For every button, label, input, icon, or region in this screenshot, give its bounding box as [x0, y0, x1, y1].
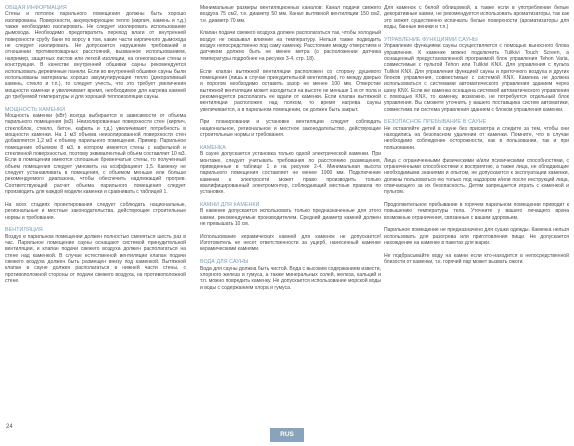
paragraph: Мощность каменки (кВт) всегда выбирается в зависимости от объема парильного помещения (м3). Неизолированные поверхности стен (кирпич, стеклоблок, стекло, бетон, кафель и т.д.) увеличивают потребность в мощности каменки. На 1 м3 объема неизолированной поверхности стен добавляется 1,2 м3 к объему парильного помещения. Пример. Парильное помещение объемом 8 м3, в котором имеются стены с кафельной и стеклянной поверхностью, поэтому эквивалентный объем составляет 10 м3. Если в помещении имеются сплошные бревенчатые стены, то полученный объем помещения следует умножить на коэффициент 1,5. Каменку не следует устанавливать в помещения, с объемом меньше или больше рекомендуемого диапазона, чтобы обеспечить надлежащий прогрев. Соответствующий расчет объема парильного помещения следует производить для каждой модели каменки и сравнивать с таблицей 1.	[5, 113, 186, 196]
heading-heater: КАМЕНКА	[200, 144, 226, 151]
paragraph: Для каменок с белой облицовкой, а также если в употреблении белые декоративные камни, не рекомендуется использовать ароматизаторы, так как это может существенно испачкать белые поверхности (ароматизаторы для воды, банные веники и т.п.)	[384, 5, 569, 31]
paragraph: В сауне допускается установка только одной электрической каменки. При монтаже, следует учитывать требования по расстоянию размещения, приведенные в таблице 1 и на рисунке 2-4. Минимальная высота парильного помещения составляет не менее 1900 мм. Подключение каменки к электросети может право производить только квалифицированный электромонтер, соблюдающий местные правила по установке.	[200, 151, 381, 196]
column-right	[384, 5, 569, 266]
paragraph: Управление функциями сауны осуществляется с помощью выносного блока управления. К каменке можно подключить Tulikivi Touch Screen, а оснащенный предустановленной программой блок управления Tehon Varia, совместимые с пультой Tehon или Tulikivi KNX. Для управления с пульта Tulikivi KNX. Для управления функцией сауны и приточного воздуха и других блоков управления, совместимые с системой KNX. Каменка не должна использоваться с системами автоматического управления зданием через шину KNX. Если же каменка оснащена системой автоматического управления с помощью KNX, то каменку, возможно, не потребуется отдельный блок управления. Вы сможете уточнить у вашего поставщика систем автоматики, совместима ли система управления зданием с блоком управления каменки.	[384, 43, 569, 113]
paragraph: Клапан подачи свежего воздуха должен располагаться так, чтобы холодный воздух не оказывал влияние на температуру. Нельзя также подводить воздух непосредственно под саму каменку. Расстояние между отверстием и датчиком должно быть не менее метра (о расположении датчика температуры подробнее на рисунке 3-4, стр. 18).	[200, 30, 381, 62]
paragraph: Не подбрасывайте воду на камни если кто-находится в непосредственной близости от каменки, т.к. горячий пар может вызвать ожоги.	[384, 252, 569, 266]
heading-general-info: ОБЩАЯ ИНФОРМАЦИЯ	[5, 5, 67, 11]
heading-heater-stones: КАМНИ ДЛЯ КАМЕНКИ	[200, 201, 260, 208]
paragraph: Воздух в парильном помещении должен полностью сменяться шесть раз в час. Парильное помещение сауны оснащают системой принудительной вентиляции, и клапан подачи свежего воздуха должен располагаться на стене над каменкой. В случае естественной вентиляции клапан подачи свежего воздуха должен быть размещен внизу под каменкой. Вытяжной клапан в сауне должен располагаться в нижней части стены, с противоположной стороны от подачи свежего воздуха, на противоположной стене.	[5, 233, 186, 285]
paragraph: Парильное помещение не предназначено для сушки одежды. Каменка нельзя использовать для разогрева или приготовления пищи. Не допускается нахождение на каменке в пакетах для жарки.	[384, 227, 569, 247]
page-number: 24	[6, 424, 13, 430]
paragraph: Продолжительное пребывание в горячем парильном помещении приводит к повышению температуры тела. Уточните у вашего лечащего врача возможные ограничения, связанные с вашим здоровьем.	[384, 201, 569, 221]
heading-safe-bathing: БЕЗОПАСНОЕ ПРЕБЫВАНИЕ В САУНЕ	[384, 119, 487, 126]
paragraph: Использование керамических камней для каменок не допускается! Изготовитель не несет ответственности за ущерб, нанесенный каменке керамическими камнями.	[200, 233, 381, 253]
heading-sauna-water: ВОДА ДЛЯ САУНЫ	[200, 259, 249, 266]
paragraph: В каменке допускается использовать только предназначенные для этого камни, рекомендуемые производителем. Средний диаметр камней должен не превышать 10 см.	[200, 208, 381, 228]
column-middle	[200, 5, 381, 291]
column-left	[5, 5, 186, 284]
paragraph: Лица с ограниченными физическими и/или психическими способностями, с ограниченными способностями к восприятию, а также лица, не обладающие необходимыми знаниями и опытом, не допускаются к эксплуатации каменки, должны пользоваться ею только под надзором и/или после инструкций лица, отвечающего за их безопасность. Детям запрещается играть с каменкой и пультом.	[384, 157, 569, 196]
language-badge: RUS	[270, 428, 304, 442]
paragraph: Минимальные размеры вентиляционных каналов: Канал подачи свежего воздуха 75 см2, т.е. диаметр 50 мм. Канал вытяжной вентиляции 150 см2, т.е. диаметр 70 мм.	[200, 5, 381, 24]
heading-sauna-control: УПРАВЛЕНИЕ ФУНКЦИЯМИ САУНЫ	[384, 36, 478, 43]
paragraph: Вода для сауны должна быть чистой. Вода с высоким содержанием извести, хлорного железа и гумуса, а также минеральных солей, железа, кальций и т.п. можно повредить каменку. Не допускается использование морской воды и воды с содержанием хлора и гумуса.	[200, 265, 381, 291]
paragraph: Не оставляйте детей в сауне без присмотра и следите за тем, чтобы они находились на безопасном удалении от каменки. Помните, что в случае необходимо соблюдение осторожности, как в пользовании, так и при пользовании.	[384, 125, 569, 151]
paragraph: При планировании и установке вентиляции следует соблюдать национальное, региональное и местное законодательство, действующие строительные нормы и требования.	[200, 119, 381, 139]
heading-ventilation: ВЕНТИЛЯЦИЯ	[5, 227, 43, 234]
paragraph: Стены и потолок парильного помещения должны быть хорошо изолированы. Поверхности, аккумулирующие тепло (кирпич, камень и т.д.) также необходимо изолировать. Не следует изолировать использование дымохода. Необходимо предотвратить переход влаги от внутренней поверхности срубу бани по ворсу в том, какие части кирпичного дымохода не следует изолировать. Не допускается нарушение требований в отношении противопожарных расстояний, вызванное использованием, например, защитных листов или легкой изоляции, на огнеопасные стены и конструкции. В качестве внутренней обшивки сауны рекомендуется использовать деревянные панели. Если во внутренней обшивке сауны были использованы материалы хорошо аккумулирующие тепло (декоративный камень, стекло и т.п.), то следует учесть, что это требует увеличения мощности каменки и увеличивает время, необходимое для нагрева камней до требуемой температуры и для хорошей теплоизоляции сауны.	[5, 11, 186, 100]
heading-heater-power: МОЩНОСТЬ КАМЕНКИ	[5, 106, 66, 113]
paragraph: Если клапан вытяжной вентиляции расположен со сторону душевого помещения (лишь в случае принудительной вентиляции), то между дверью и порогом необходимо оставить зазор не менее 100 мм. Отверстие вытяжной вентиляции может находиться на высоте не меньше 1 м от пола и рекомендуется располагать ее вдали от каменки. Если клапан вытяжной вентиляции расположен над полком, то время нагрева сауны увеличивается, а в парильном помещении, он должен быть закрыт.	[200, 68, 381, 113]
paragraph: На всех стадиях проектирования следует соблюдать национальные, региональные и местные законодательства, действующие строительные нормы и требования.	[5, 201, 186, 221]
